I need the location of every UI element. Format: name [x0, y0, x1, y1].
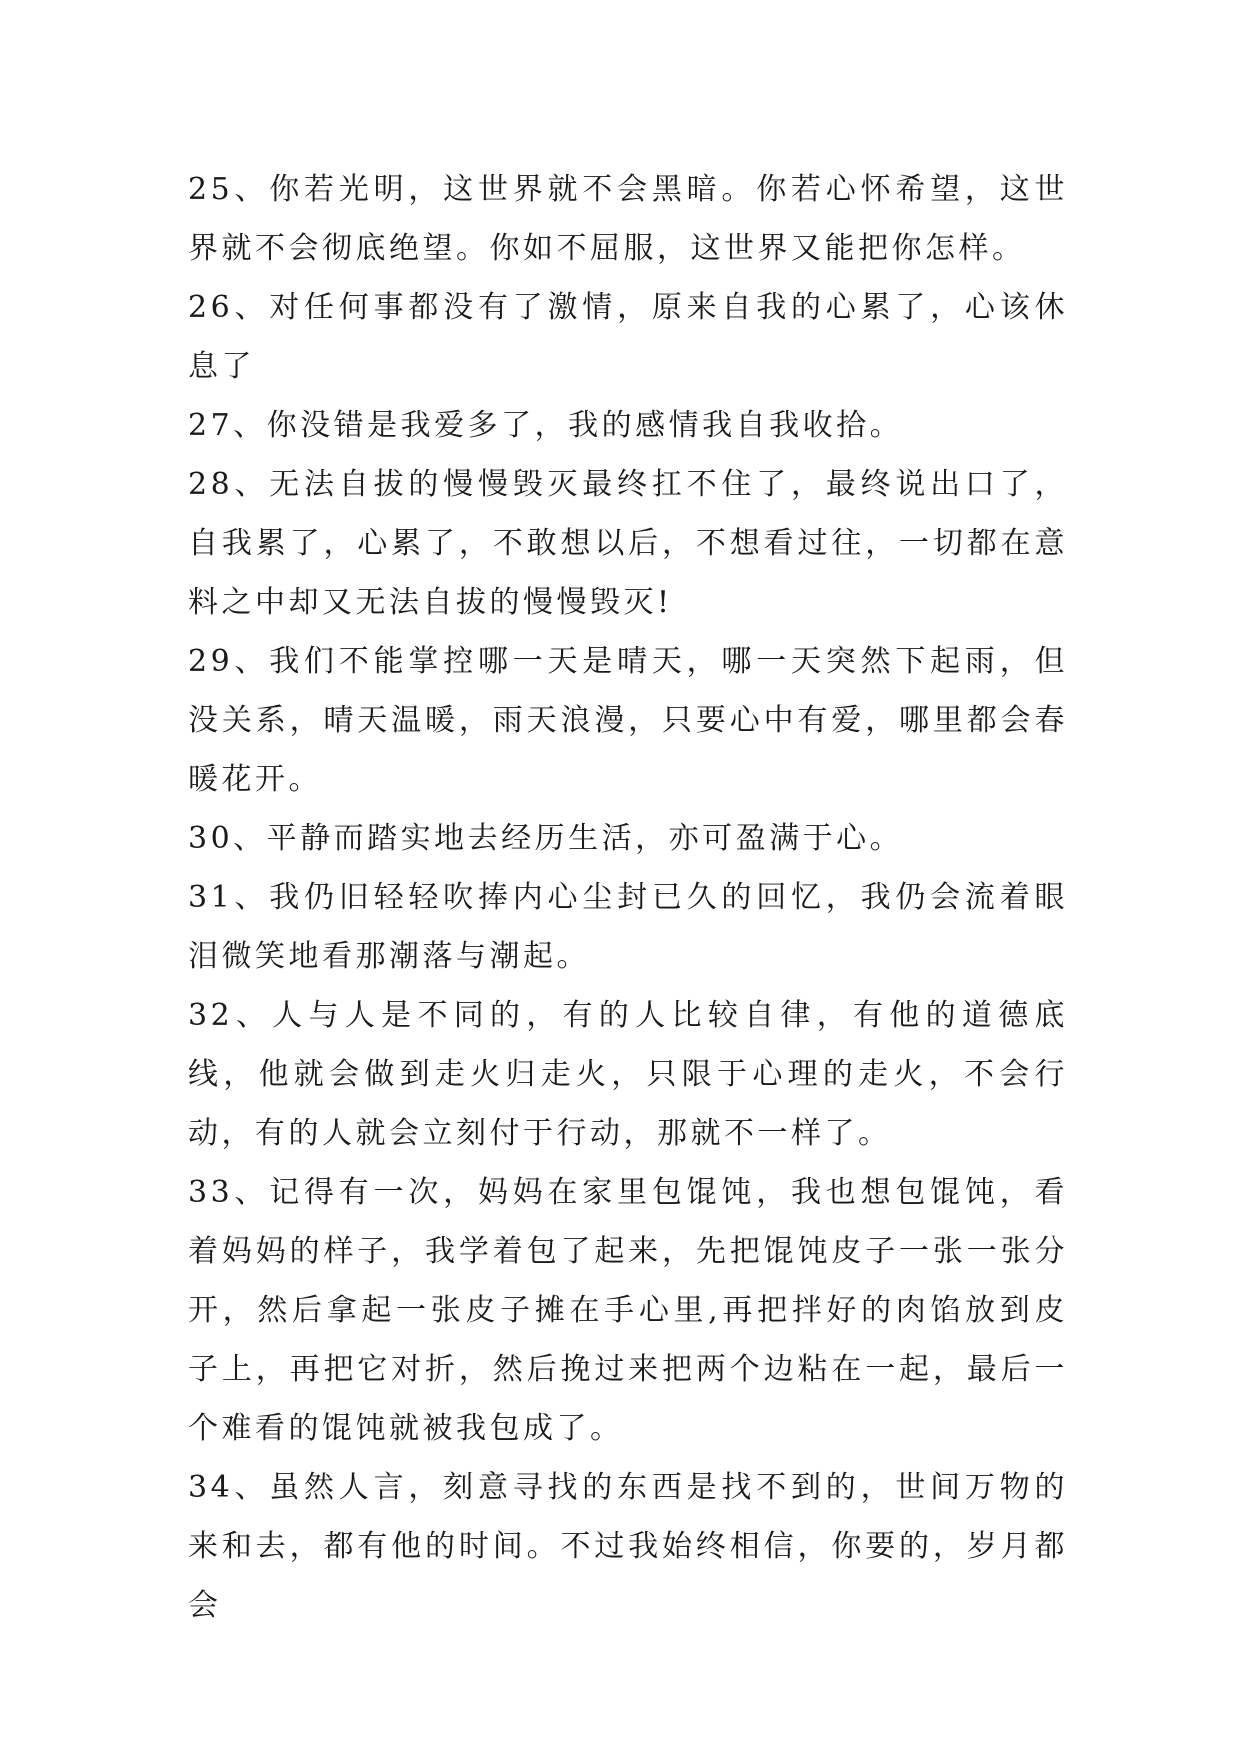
entry-31: 31、我仍旧轻轻吹捧内心尘封已久的回忆，我仍会流着眼泪微笑地看那潮落与潮起。	[188, 880, 1068, 974]
entry-27: 27、你没错是我爱多了，我的感情我自我收拾。	[188, 408, 904, 443]
entry-25: 25、你若光明，这世界就不会黑暗。你若心怀希望，这世界就不会彻底绝望。你如不屈服，这世界又能把你怎样。	[188, 172, 1068, 266]
entry-34: 34、虽然人言，刻意寻找的东西是找不到的，世间万物的来和去，都有他的时间。不过我始终相信，你要的，岁月都会	[188, 1470, 1068, 1623]
entry-26: 26、对任何事都没有了激情，原来自我的心累了，心该休息了	[188, 290, 1068, 384]
entry-28: 28、无法自拔的慢慢毁灭最终扛不住了，最终说出口了，自我累了，心累了，不敢想以后，不想看过往，一切都在意料之中却又无法自拔的慢慢毁灭!	[188, 467, 1068, 620]
entry-30: 30、平静而踏实地去经历生活，亦可盈满于心。	[188, 821, 904, 856]
entry-33: 33、记得有一次，妈妈在家里包馄饨，我也想包馄饨，看着妈妈的样子，我学着包了起来，先把馄饨皮子一张一张分开，然后拿起一张皮子摊在手心里,再把拌好的肉馅放到皮子上，再把它对折，然后挽过来把两个边粘在一起，最后一个难看的馄饨就被我包成了。	[188, 1175, 1068, 1446]
entry-32: 32、人与人是不同的，有的人比较自律，有他的道德底线，他就会做到走火归走火，只限于心理的走火，不会行动，有的人就会立刻付于行动，那就不一样了。	[188, 998, 1068, 1151]
document-body	[188, 160, 1068, 1635]
entry-29: 29、我们不能掌控哪一天是晴天，哪一天突然下起雨，但没关系，晴天温暖，雨天浪漫，只要心中有爱，哪里都会春暖花开。	[188, 644, 1068, 797]
